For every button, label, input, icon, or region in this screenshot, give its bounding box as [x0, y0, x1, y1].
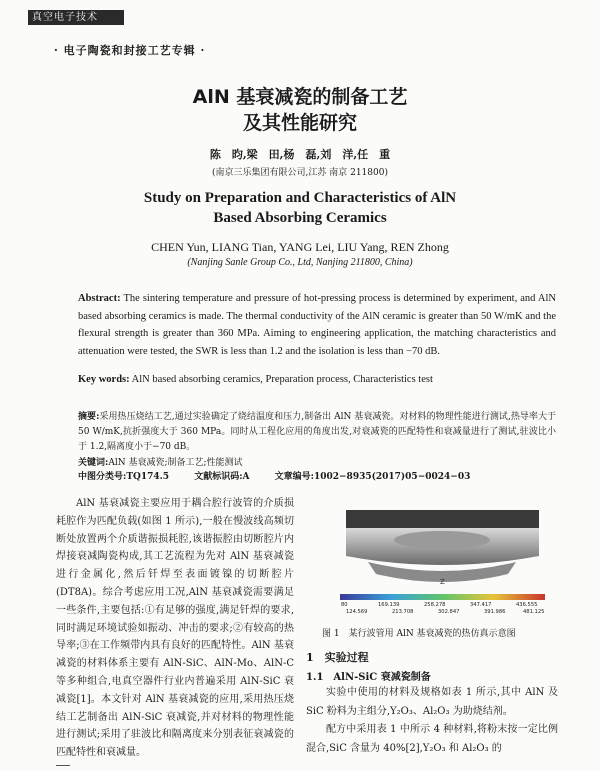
keywords-cn-text: AlN 基衰减瓷;制备工艺;性能测试 [108, 458, 243, 468]
scale-label: 302.847 [438, 609, 460, 614]
document-code: 文献标识码:A [194, 472, 250, 482]
figure-caption: 图 1 某行波管用 AlN 基衰减瓷的热仿真示意图 [322, 629, 516, 639]
scale-label: 80 [341, 602, 348, 608]
keywords-en-label: Key words: [78, 374, 130, 385]
authors-cn: 陈 昀,梁 田,杨 磊,刘 洋,任 重 [209, 148, 391, 161]
title-en-line-1: Study on Preparation and Characteristics of AlN [143, 190, 457, 206]
keywords-cn [78, 455, 556, 468]
abstract-cn [78, 410, 556, 455]
scale-label: 124.569 [346, 609, 368, 614]
title-cn-line-1: AlN 基衰减瓷的制备工艺 [192, 86, 408, 108]
scale-label: 169.139 [378, 602, 400, 608]
disc-top [346, 510, 539, 528]
scale-label: 391.986 [484, 609, 506, 614]
keywords-cn-label: 关键词: [78, 458, 109, 468]
scale-label: 213.708 [392, 609, 414, 614]
thermal-simulation-figure [340, 504, 545, 614]
keywords-en [78, 374, 556, 385]
affiliation-cn: (南京三乐集团有限公司,江苏 南京 211800) [212, 168, 388, 178]
body-left-column: AlN 基衰减瓷主要应用于耦合腔行波管的介质损耗腔作为匹配负载(如图 1 所示),一般在慢波线高频切断处放置两个介质谐振损耗腔,该谐振腔由切断腔片内焊接衰减陶瓷构成,其工艺流程为先对 AlN 基衰减瓷进行金属化,然后钎焊至表面镀镍的切断腔片(DT8A)。综合考虑应用工况,AlN 基衰减瓷需要满足一些条件,主要包括:①有足够的强度,满足钎焊的要求,同时满足环境试验如振动、冲击的要求;②有较高的热导率;③在工作频带内具有良好的匹配特性。AlN 基衰减瓷的材料体系主要有 AlN-SiC、AlN-Mo、AlN-C 等多种组合,电真空器件行业内普遍采用 AlN-SiC 衰减瓷[1]。本文针对 AlN 基衰减瓷的应用,采用热压烧结工艺制备出 AlN-SiC 衰减瓷,并对材料的物理性能进行测试;采用了驻波比和隔离度来分别表征衰减瓷的匹配特性和衰减量。 [56, 498, 294, 759]
abstract-en-text: The sintering temperature and pressure of hot-pressing process is determined by experiment, and AlN based absorbing ceramics is made. The thermal conductivity of the AlN ceramic is greater than 50 W/mK and the flexural strength is greater than 360 MPa. Aiming to engineering application, the matching characteristics and attenuation were tested, the SWR is less than 1.2 and the isolation is less than −70 dB. [78, 293, 556, 357]
abstract-en-label: Abstract: [78, 293, 121, 304]
disc-inner [394, 531, 490, 549]
scale-label: 258.278 [424, 602, 446, 608]
section-heading-1-1: 1.1 AlN-SiC 衰减瓷制备 [306, 672, 431, 683]
article-id: 文章编号:1002−8935(2017)05−0024−03 [274, 472, 471, 482]
section-banner: · 电子陶瓷和封接工艺专辑 · [54, 44, 206, 57]
heat-scale-bar [340, 594, 545, 600]
authors-en: CHEN Yun, LIANG Tian, YANG Lei, LIU Yang, REN Zhong [151, 240, 449, 254]
section-heading-1: 1 实验过程 [306, 651, 369, 664]
title-en-line-2: Based Absorbing Ceramics [213, 210, 387, 226]
abstract-cn-text: 采用热压烧结工艺,通过实验确定了烧结温度和压力,制备出 AlN 基衰减瓷。对材料的物理性能进行测试,热导率大于 50 W/mK,抗折强度大于 360 MPa。同时从工程化应用的角度出发,对衰减瓷的匹配特性和衰减量进行了测试,驻波比小于 1.2,隔离度小于−70 dB。 [78, 412, 556, 452]
abstract-en [78, 290, 556, 360]
classification-line [78, 469, 556, 482]
title-cn-line-2: 及其性能研究 [242, 112, 357, 134]
body-right-paragraph: 实验中使用的材料及规格如表 1 所示,其中 AlN 及 SiC 粉料为主组分,Y₂O₃、Al₂O₃ 为助烧结剂。 [306, 687, 558, 717]
abstract-cn-label: 摘要: [78, 412, 100, 422]
scale-label: 481.125 [523, 609, 545, 614]
scale-label: 347.417 [470, 602, 492, 608]
affiliation-en: (Nanjing Sanle Group Co., Ltd, Nanjing 211800, China) [187, 257, 413, 268]
axis-label: Z [440, 578, 445, 586]
footnote-rule [56, 765, 70, 766]
body-right-paragraph: 配方中采用表 1 中所示 4 种材料,将粉末按一定比例混合,SiC 含量为 40%[2],Y₂O₃ 和 Al₂O₃ 的 [306, 724, 558, 754]
clc-number: 中图分类号:TQ174.5 [78, 472, 170, 482]
scale-label: 436.555 [516, 602, 538, 608]
journal-tag: 真空电子技术 [28, 10, 124, 25]
keywords-en-text: AlN based absorbing ceramics, Preparation process, Characteristics test [129, 374, 433, 385]
body-right-column [306, 684, 558, 758]
